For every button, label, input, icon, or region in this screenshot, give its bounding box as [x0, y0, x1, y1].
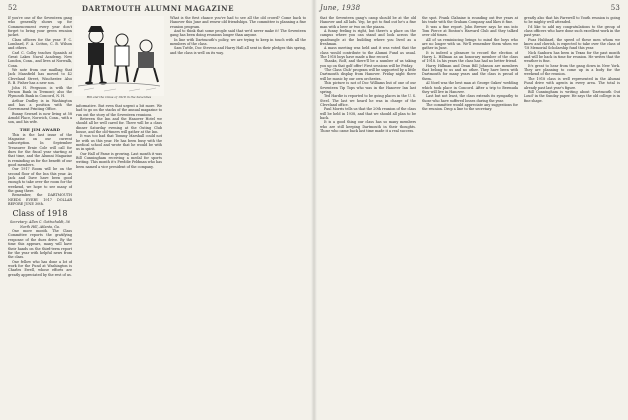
- left-column-2: [170, 16, 306, 416]
- running-head-left: [8, 4, 308, 14]
- paragraph: Our Hall of Fame is growing. Last month it was Bill Cunningham receiving a medal for sports writing. This month it's Freddie Feldman who has been named a vice president of the company.: [76, 151, 162, 169]
- paragraph: I'd like to add my congratulations to the group of class officers who have done such excellent work in the past year.: [524, 24, 620, 38]
- paragraph: John H. Ferguson is with the Vernon Bank in Tremont; also the Plymouth Bank in Concord, N. H.: [8, 85, 72, 99]
- paragraph: 'The Class Club' program will be supported by a little Dartmouth display from Hanover. Friday night there will be music by our own orchestra.: [320, 68, 416, 81]
- paragraph: It is a good thing our class has so many members who are still keeping Dartmouth in their thoughts. Those who came back last time made it a real success.: [320, 120, 416, 133]
- paragraph: Remember, the DARTMOUTH NEEDS EVERY 1917 DOLLAR BEFORE JUNE 30th.: [8, 193, 72, 207]
- paragraph: Paul Morris tells us that the 20th reunion of the class will be held in 1938, and that we should all plan to be back.: [320, 107, 416, 120]
- paragraph: This is the last issue of the Magazine on our current subscription. In September Treasurer Ernie Cole will call for dues for the fiscal year starting at that time, and the Alumni Magazine is reminding us for the benefit of our good members.: [8, 132, 72, 167]
- paragraph: Sam Tuttle, Doc Stevens and Harry Hall all sent in their pledges this spring, and the class is well on its way.: [170, 46, 306, 55]
- paragraph: The committee would appreciate any suggestions for the reunion. Drop a line to the secretary.: [422, 102, 518, 112]
- paragraph: Fuzz Hubbard, the speed of these men whom we know and cherish, is expected to take over the class of '18 Memorial Scholarship fund this year.: [524, 37, 620, 51]
- left-column-1: [8, 16, 72, 416]
- page-number-right: 53: [610, 4, 620, 12]
- paragraph: This picture is not of Doc Williams but of one of our Seventeen Tip Tops who was in the Hanover Inn last spring.: [320, 81, 416, 94]
- section-heading: THE JIM AWARD: [19, 126, 61, 132]
- paragraph: A funny feeling is right, but there's a place on the campus where you can stand and look across the quadrangle at the building where you lived as a freshman.: [320, 29, 416, 47]
- running-head-right: [320, 4, 620, 14]
- paragraph: What is the first chance you've had to see all the old crowd? Come back to Hanover this June and renew old friendships. The committee is planning a fine reunion program.: [170, 16, 306, 29]
- paragraph: One fellow who has done a lot of work for the Fund at Washington is Charles Ewell, whose efforts are greatly appreciated by the rest of us.: [8, 259, 72, 277]
- paragraph: Nick Sanborn has been in Texas for the past month and will be back in time for reunion. He writes that the weather is fine.: [524, 50, 620, 64]
- paragraph: It's great to hear from the gang down in New York. They are planning to come up in a body for the weekend of the reunion.: [524, 63, 620, 77]
- paragraph: The 1918 class is well represented in the Alumni Fund drive with agents in every area. The total is already past last year's figure.: [524, 76, 620, 90]
- paragraph: One more month. The Class Committee reports the gratifying response of the dues drive. By the time this appears, many will have their hands on the third-term report for the year with helpful news from the class.: [8, 229, 72, 260]
- class-secretary-line: Secretary: Allan C. Gottschaldt, 56 North Hill, Atlanta, Ga.: [10, 220, 70, 229]
- paragraph: Carl C. Colby teaches Spanish at Great Lakes Naval Academy, New London, Conn., and lives at Norwalk, Conn.: [8, 50, 72, 68]
- left-column-2a: [76, 104, 162, 416]
- paragraph: informative. But even that urgent a bit more. We had to go on the stacks of the annual magazine to run out the story of the Seventeen reunions.: [76, 104, 162, 117]
- paragraph: the spot. Frank Clabaine is rounding out five years at his trade with the Graham Company and likes it fine.: [422, 16, 518, 25]
- paragraph: We note from our mailbag that Jack Mansfield has moved to 42 Cleveland Street, Winchester. Also R. B. Fisher has a new son.: [8, 68, 72, 86]
- paragraph: Ted Hardie is reported to be going places in the U. S. Steel. The last we heard he was in charge of the Cleveland office.: [320, 94, 416, 107]
- paragraph: Harry Hillman and Dean Bill Johnson are members that belong to us and no other. They have been with Dartmouth for many years and the class is proud of them.: [422, 63, 518, 81]
- paragraph: that the Seventeen gang's camp should be at the old Hanover and all lads. Yep, he got to find out he's a fine man with a beer or two on the piazza.: [320, 16, 416, 29]
- running-date: June, 1938: [320, 4, 361, 12]
- cartoon-illustration: [74, 16, 164, 96]
- class-heading: Class of 1918: [12, 209, 68, 219]
- paragraph: Thanks, Rolf, and there'll be a number of us taking you up on that golf offer! First sessions will be Friday.: [320, 59, 416, 68]
- paragraph: It was too bad that Tommy Marshall could not be with us this year. He has been busy with the medical school and wrote that he would be with us in spirit.: [76, 134, 162, 152]
- paragraph: greatly also that his Farewell to Youth reunion is going to be mighty well attended.: [524, 16, 620, 25]
- paragraph: In line with Dartmouth's policy, we are trying to keep in touch with all the members of the class.: [170, 37, 306, 47]
- cartoon-caption: Bill and the Class of 1918 in the Seventies: [86, 95, 152, 99]
- paragraph: Our 1917 Room will be on the second floor of the Inn this year. As Jack and Dave have been good enough to take over the room for the weekend, we hope to see many of the gang there.: [8, 167, 72, 194]
- right-page: [314, 0, 628, 420]
- right-column-2: [422, 16, 518, 416]
- paragraph: It is indeed a pleasure to record the election of Harry L. Hillman as an honorary member of the class of 1918. In his years the class has had no better friend.: [422, 50, 518, 64]
- running-title: DARTMOUTH ALUMNI MAGAZINE: [81, 4, 235, 13]
- paragraph: Between the Inn and the Hanover Hotel we should all be well cared for. There will be a class dinner Saturday evening at the Outing Club house, and the old-timers will gather at the Inn.: [76, 117, 162, 135]
- right-column-3: [524, 16, 620, 416]
- paragraph: It was a fine report. John Brewer says he ran into Tom Pierce at Boston's Harvard Club and they talked over old times.: [422, 24, 518, 38]
- right-column-1: [320, 16, 416, 416]
- paragraph: A mass meeting was held and it was voted that the class would contribute to the Alumni Fund as usual. The 1918 boys have made a fine record.: [320, 46, 416, 60]
- paragraph: If you're one of the Seventeen gang who generally shows up for Commencement every year don't forget to bring your green reunion jacket.: [8, 16, 72, 38]
- paragraph: Bill Cunningham is writing about 'Dartmouth Out Loud' in the Sunday paper. He says the old college is in fine shape.: [524, 89, 620, 103]
- paragraph: Class officers for the year: F. C. Lombard, F. A. Cotton, C. B. Wilson and others.: [8, 37, 72, 51]
- paragraph: Bunny Seward is now living at 58 Arnold Place, Norwich, Conn., with a son, and his wife.: [8, 111, 72, 125]
- paragraph: Arthur Dudley is in Washington and has a position with the Government Printing Office.: [8, 98, 72, 112]
- page-number-left: 52: [8, 4, 18, 12]
- paragraph: Last but not least, the class extends its sympathy to those who have suffered losses during the year.: [422, 94, 518, 103]
- paragraph: Al Nord was the best man at George Oakes' wedding which took place in Concord. After a trip to Bermuda they will live in Hanover.: [422, 81, 518, 94]
- paragraph: All of us reminiscing brings to mind the boys who are no longer with us. We'll remember them when we gather in June.: [422, 37, 518, 51]
- paragraph: And to think that some people said that we'd never make it! The Seventeen gang has been doing reunions longer than anyone.: [170, 29, 306, 38]
